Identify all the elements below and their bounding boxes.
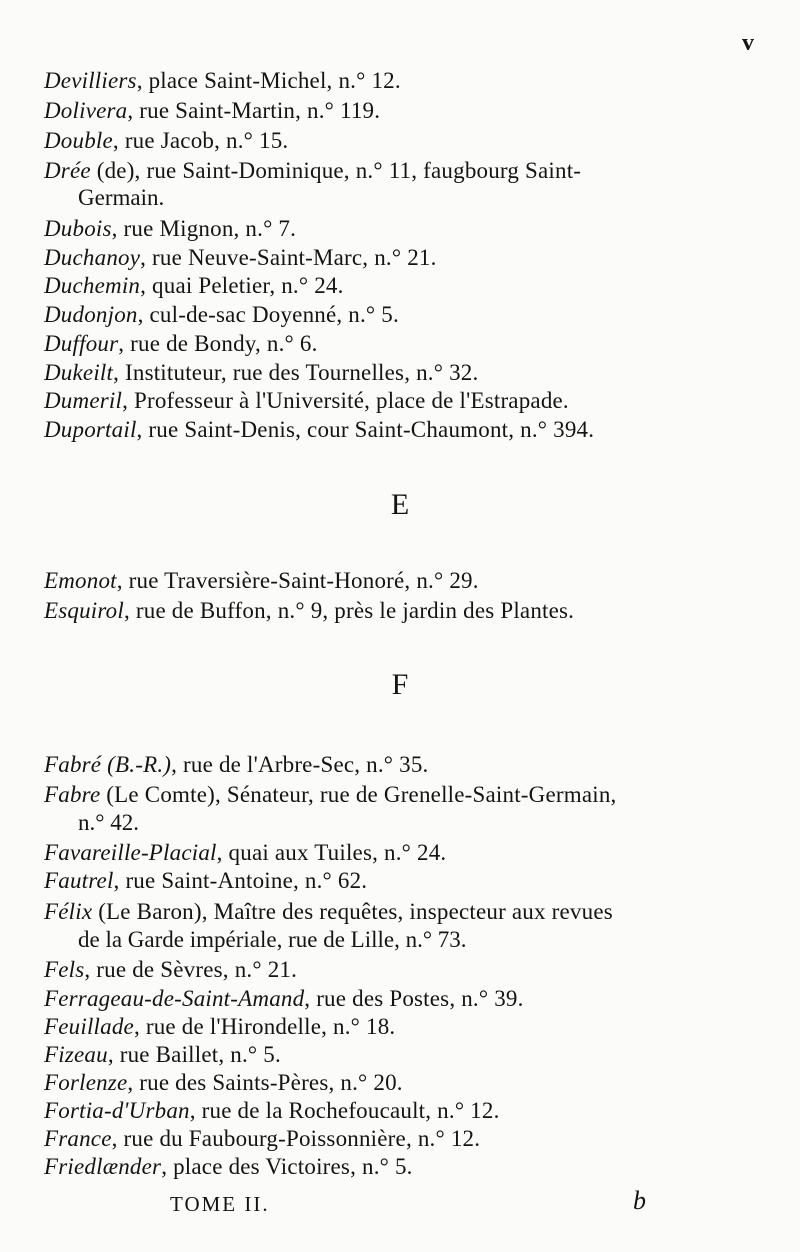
entry-address: (de), rue Saint-Dominique, n.° 11, faugbourg Saint- [90,158,582,183]
entry-name: Fizeau [44,1042,108,1067]
entry-address: , rue Saint-Denis, cour Saint-Chaumont, n.° 394. [136,417,595,442]
entry-address: , rue Saint-Antoine, n.° 62. [113,868,368,893]
entry-name: Duchanoy [44,245,141,270]
entry-name: Dolivera [44,98,128,123]
signature-mark: b [633,1186,646,1215]
entry-name: France [44,1126,112,1151]
entry-d-3 [44,156,764,185]
entry-address: , rue de Sèvres, n.° 21. [84,957,298,982]
entry-f-10 [44,1096,764,1125]
entry-f-1-continuation: n.° 42. [78,810,139,835]
entry-name: Fabré (B.-R.) [44,752,172,777]
entry-address: , rue Saint-Martin, n.° 119. [127,98,381,123]
entry-name: Favareille-Placial [44,840,217,865]
entry-name: Fels [44,957,85,982]
entry-address: , rue des Postes, n.° 39. [304,986,524,1011]
entry-e-0 [44,566,764,595]
entry-f-3 [44,866,764,895]
entry-name: Esquirol [44,598,124,623]
entry-address: , Instituteur, rue des Tournelles, n.° 32. [113,360,479,385]
entry-d-5 [44,243,764,272]
entry-address: , place des Victoires, n.° 5. [161,1154,413,1179]
entry-address: , quai Peletier, n.° 24. [140,273,344,298]
entry-name: Double [44,128,113,153]
entry-name: Forlenze [44,1070,128,1095]
entry-f-7 [44,1012,764,1041]
entry-address: , rue Baillet, n.° 5. [107,1042,281,1067]
entry-d-1 [44,96,764,125]
entry-d-8 [44,329,764,358]
entry-address: , rue Neuve-Saint-Marc, n.° 21. [140,245,437,270]
entry-address: , rue Mignon, n.° 7. [111,216,297,241]
entry-name: Dudonjon [44,302,138,327]
entry-d-2 [44,126,764,155]
entry-d-0 [44,66,764,95]
entry-address: , rue des Saints-Pères, n.° 20. [127,1070,403,1095]
entry-address: , Professeur à l'Université, place de l'Estrapade. [122,388,569,413]
entry-name: Fautrel [44,868,114,893]
entry-name: Dukeilt [44,360,114,385]
entry-name: Duffour [44,331,119,356]
section-heading-e: E [390,488,410,521]
volume-label: TOME II. [170,1192,270,1216]
entry-address: , rue de Bondy, n.° 6. [118,331,318,356]
entry-name: Dubois [44,216,112,241]
entry-f-11 [44,1124,764,1153]
entry-d-10 [44,386,764,415]
entry-address: (Le Baron), Maître des requêtes, inspecteur aux revues [92,899,613,924]
entry-f-9 [44,1068,764,1097]
entry-d-6 [44,271,764,300]
entry-address: , rue Jacob, n.° 15. [112,128,289,153]
entry-f-8 [44,1040,764,1069]
entry-name: Emonot [44,568,117,593]
entry-d-3-continuation: Germain. [78,185,165,210]
entry-name: Fortia-d'Urban [44,1098,190,1123]
entry-address: , rue du Faubourg-Poissonnière, n.° 12. [111,1126,481,1151]
entry-name: Feuillade [44,1014,134,1039]
entry-d-9 [44,358,764,387]
entry-name: Duportail [44,417,137,442]
entry-f-4-continuation: de la Garde impériale, rue de Lille, n.° 73. [78,927,467,952]
entry-address: (Le Comte), Sénateur, rue de Grenelle-Saint-Germain, [100,782,617,807]
entry-address: , place Saint-Michel, n.° 12. [136,68,401,93]
entry-name: Friedlænder [44,1154,162,1179]
entry-address: , rue de la Rochefoucault, n.° 12. [189,1098,500,1123]
entry-f-0 [44,750,764,779]
entry-address: , rue de l'Arbre-Sec, n.° 35. [171,752,429,777]
entry-f-5 [44,955,764,984]
entry-name: Félix [44,899,93,924]
entry-address: , rue de l'Hirondelle, n.° 18. [133,1014,396,1039]
entry-d-11 [44,415,764,444]
entry-address: , cul-de-sac Doyenné, n.° 5. [137,302,399,327]
entry-name: Dumeril [44,388,123,413]
entry-d-7 [44,300,764,329]
entry-address: , rue de Buffon, n.° 9, près le jardin des Plantes. [123,598,575,623]
section-heading-f: F [391,668,409,701]
entry-name: Ferrageau-de-Saint-Amand [44,986,305,1011]
entry-f-2 [44,838,764,867]
entry-name: Devilliers [44,68,137,93]
entry-address: , rue Traversière-Saint-Honoré, n.° 29. [116,568,479,593]
entry-f-4 [44,897,764,926]
entry-d-4 [44,214,764,243]
entry-f-1 [44,780,764,809]
entry-name: Duchemin [44,273,141,298]
page-marker: v [742,30,754,56]
entry-f-12 [44,1152,764,1181]
entry-name: Fabre [44,782,101,807]
entry-e-1 [44,596,764,625]
entry-f-6 [44,984,764,1013]
entry-name: Drée [44,158,91,183]
entry-address: , quai aux Tuiles, n.° 24. [216,840,447,865]
